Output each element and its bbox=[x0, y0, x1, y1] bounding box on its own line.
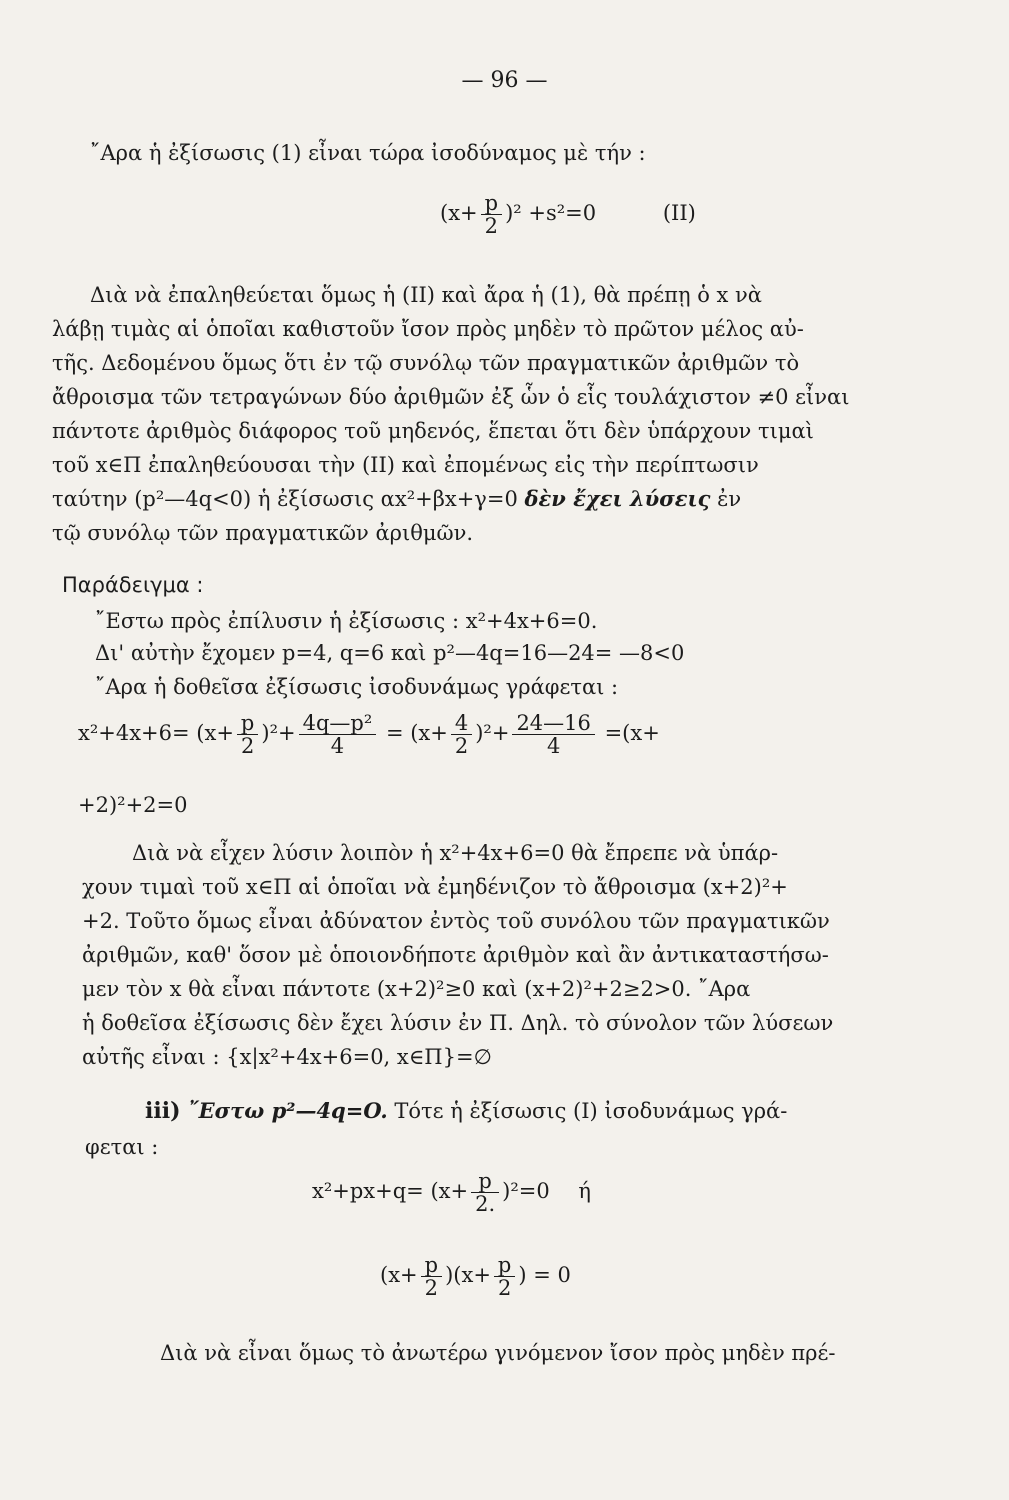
emphasis-text: ῎Εστω p²—4q=O. bbox=[188, 1098, 388, 1123]
fraction bbox=[299, 712, 377, 757]
text-line: λάβῃ τιμὰς αἱ ὁποῖαι καθιστοῦν ἴσον πρὸς μηδὲν τὸ πρῶτον μέλος αὐ- bbox=[52, 317, 804, 341]
fraction bbox=[421, 1254, 442, 1299]
equation-iii bbox=[312, 1170, 812, 1234]
fraction-denominator: 2 bbox=[240, 734, 255, 758]
text-line: πάντοτε ἀριθμὸς διάφορος τοῦ μηδενός, ἕπεται ὅτι δὲν ὑπάρχουν τιμαὶ bbox=[52, 419, 814, 443]
equation-ii bbox=[440, 192, 840, 252]
text-line: ῎Αρα ἡ δοθεῖσα ἐξίσωσις ἰσοδυνάμως γράφεται : bbox=[95, 675, 619, 699]
equation-part: =(x+ bbox=[597, 721, 660, 745]
equation-part: )²=0 bbox=[502, 1179, 550, 1203]
fraction-denominator: 2. bbox=[475, 1192, 496, 1216]
text-segment: ταύτην (p²—4q<0) ἡ ἐξίσωσις αx²+βx+γ=0 bbox=[52, 487, 525, 511]
fraction-denominator: 2 bbox=[484, 214, 499, 238]
text-line: φεται : bbox=[85, 1135, 159, 1159]
fraction-numerator: 4q—p² bbox=[299, 712, 377, 735]
emphasis-text: δὲν ἔχει λύσεις bbox=[524, 486, 711, 511]
equation-part: )(x+ bbox=[445, 1263, 491, 1287]
equation-part: ή bbox=[578, 1179, 591, 1203]
fraction-denominator: 4 bbox=[546, 734, 561, 758]
text-line bbox=[52, 486, 992, 512]
text-line: Διὰ νὰ εἶχεν λύσιν λοιπὸν ἡ x²+4x+6=0 θὰ ἔπρεπε νὰ ὑπάρ- bbox=[132, 841, 779, 865]
fraction-denominator: 2 bbox=[454, 734, 469, 758]
text-line: τοῦ x∈Π ἐπαληθεύουσαι τὴν (II) καὶ ἐπομένως εἰς τὴν περίπτωσιν bbox=[52, 453, 759, 477]
text-line: ῎Αρα ἡ ἐξίσωσις (1) εἶναι τώρα ἰσοδύναμος μὲ τήν : bbox=[90, 141, 646, 165]
fraction-denominator: 2 bbox=[424, 1276, 439, 1300]
text-line: Διὰ νὰ εἶναι ὅμως τὸ ἀνωτέρω γινόμενον ἴσον πρὸς μηδὲν πρέ- bbox=[160, 1341, 836, 1365]
equation-example bbox=[78, 712, 978, 776]
fraction-numerator: p bbox=[421, 1254, 442, 1277]
case-label: iii) bbox=[145, 1098, 189, 1124]
fraction bbox=[512, 712, 594, 757]
text-line: +2. Τοῦτο ὅμως εἶναι ἀδύνατον ἐντὸς τοῦ συνόλου τῶν πραγματικῶν bbox=[82, 909, 830, 933]
fraction bbox=[451, 712, 472, 757]
fraction-numerator: 24—16 bbox=[512, 712, 594, 735]
text-line: ἄθροισμα τῶν τετραγώνων δύο ἀριθμῶν ἐξ ὧν ὁ εἷς τουλάχιστον ≠0 εἶναι bbox=[52, 385, 850, 409]
equation-part: (x+ bbox=[380, 1263, 418, 1287]
text-line: Δι' αὐτὴν ἔχομεν p=4, q=6 καὶ p²—4q=16—24= —8<0 bbox=[95, 641, 685, 665]
fraction bbox=[481, 192, 502, 237]
fraction-numerator: p bbox=[237, 712, 258, 735]
fraction-numerator: 4 bbox=[451, 712, 472, 735]
fraction-numerator: p bbox=[494, 1254, 515, 1277]
fraction bbox=[237, 712, 258, 757]
text-segment: Τότε ἡ ἐξίσωσις (I) ἰσοδυνάμως γρά- bbox=[387, 1099, 788, 1123]
text-line: Διὰ νὰ ἐπαληθεύεται ὅμως ἡ (II) καὶ ἄρα ἡ (1), θὰ πρέπῃ ὁ x νὰ bbox=[90, 283, 762, 307]
page-number: — 96 — bbox=[461, 68, 548, 93]
equation-part: = (x+ bbox=[379, 721, 448, 745]
fraction-numerator: p bbox=[471, 1170, 499, 1193]
text-line: τῷ συνόλῳ τῶν πραγματικῶν ἀριθμῶν. bbox=[52, 521, 474, 545]
equation-part: )²+ bbox=[475, 721, 510, 745]
fraction-numerator: p bbox=[481, 192, 502, 215]
text-line: χουν τιμαὶ τοῦ x∈Π αἱ ὁποῖαι νὰ ἐμηδένιζον τὸ ἄθροισμα (x+2)²+ bbox=[82, 875, 788, 899]
fraction-denominator: 2 bbox=[497, 1276, 512, 1300]
equation-part: )² +s²=0 bbox=[505, 201, 597, 225]
text-line: αὐτῆς εἶναι : {x|x²+4x+6=0, x∈Π}=∅ bbox=[82, 1045, 492, 1069]
text-line: ἡ δοθεῖσα ἐξίσωσις δὲν ἔχει λύσιν ἐν Π. Δηλ. τὸ σύνολον τῶν λύσεων bbox=[82, 1011, 834, 1035]
fraction bbox=[471, 1170, 499, 1215]
equation-part: x²+px+q= (x+ bbox=[312, 1179, 469, 1203]
equation-part: x²+4x+6= (x+ bbox=[78, 721, 234, 745]
text-segment: ἐν bbox=[710, 487, 742, 511]
text-line: τῆς. Δεδομένου ὅμως ὅτι ἐν τῷ συνόλῳ τῶν πραγματικῶν ἀριθμῶν τὸ bbox=[52, 351, 800, 375]
equation-continuation: +2)²+2=0 bbox=[78, 793, 188, 817]
case-iii-line bbox=[145, 1098, 995, 1124]
text-line: μεν τὸν x θὰ εἶναι πάντοτε (x+2)²≥0 καὶ (x+2)²+2≥2>0. ῎Αρα bbox=[82, 977, 751, 1001]
equation-part: )²+ bbox=[261, 721, 296, 745]
equation-part: ) = 0 bbox=[518, 1263, 571, 1287]
fraction-denominator: 4 bbox=[330, 734, 345, 758]
fraction bbox=[494, 1254, 515, 1299]
equation-label: (II) bbox=[662, 201, 696, 225]
text-line: ῎Εστω πρὸς ἐπίλυσιν ἡ ἐξίσωσις : x²+4x+6=0. bbox=[95, 609, 598, 633]
example-heading: Παράδειγμα : bbox=[62, 573, 204, 597]
text-line: ἀριθμῶν, καθ' ὅσον μὲ ὁποιονδήποτε ἀριθμὸν καὶ ἂν ἀντικαταστήσω- bbox=[82, 943, 829, 967]
equation-part: (x+ bbox=[440, 201, 478, 225]
equation-product bbox=[380, 1254, 830, 1318]
